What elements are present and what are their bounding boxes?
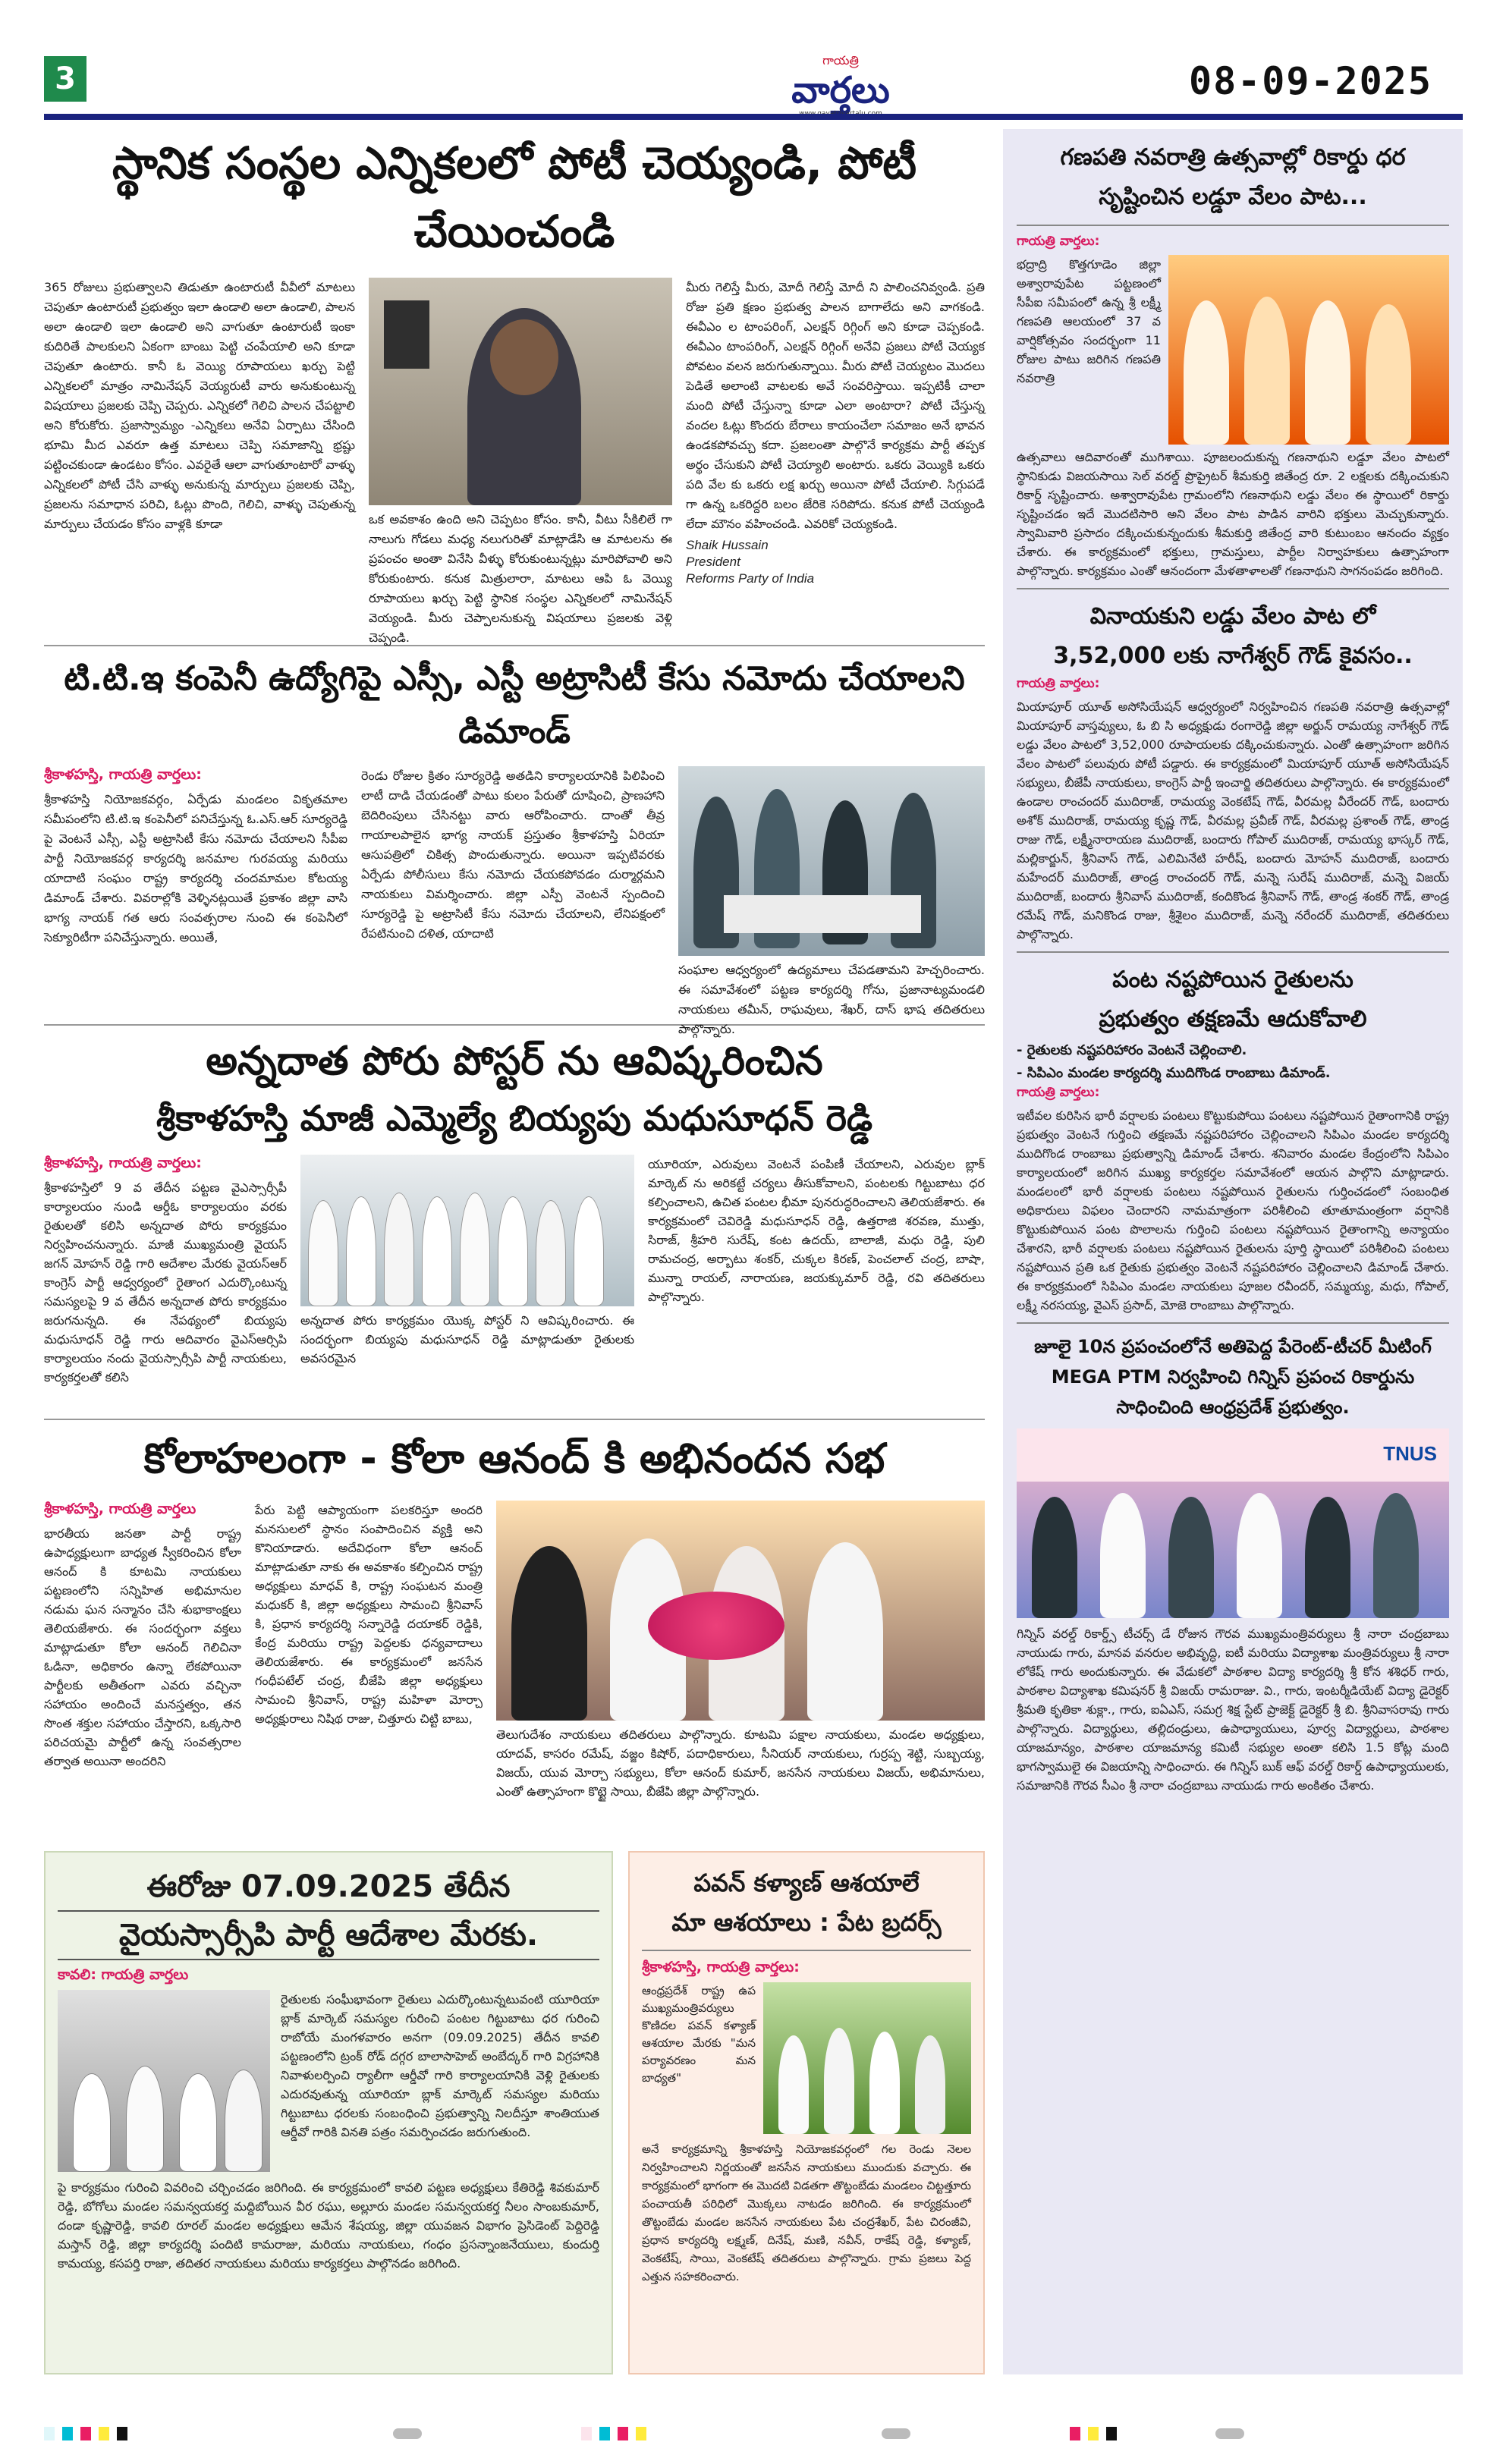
box-subheadline: వైయస్సార్సీపి పార్టీ ఆదేశాల మేరకు. <box>58 1910 599 1960</box>
story-byline: శ్రీకాళహస్తి, గాయత్రి వార్తలు: <box>44 1155 202 1171</box>
registration-pill <box>1215 2428 1244 2439</box>
publication-date: 08-09-2025 <box>1188 59 1432 103</box>
person-figure-icon <box>1184 300 1229 445</box>
side-headline: గణపతి నవరాత్రి ఉత్సవాల్లో రికార్డు ధర సృష్టించిన లడ్డూ వేలం పాట... <box>1060 144 1406 210</box>
story-byline: గాయత్రి వార్తలు: <box>1017 676 1100 691</box>
person-figure-icon <box>1237 1493 1282 1618</box>
guinness-record-photo <box>1017 1428 1449 1618</box>
registration-pill <box>882 2428 910 2439</box>
side-subheadline: 3,52,000 లకు నాగేశ్వర్ గౌడ్ కైవసం.. <box>1053 643 1413 669</box>
flower-garland <box>648 1592 784 1660</box>
side-headline: పంట నష్టపోయిన రైతులను <box>1112 966 1354 993</box>
page-number: 3 <box>44 56 86 102</box>
story-text: అనే కార్యక్రమాన్ని శ్రీకాళహస్తి నియోజకవర్గంలో గల రెండు నెలల నిర్వహించాలని నిర్ణయంతో జనసేన నాయకులు ముందుకు వచ్చారు. ఈ కార్యక్రమంలో భాగంగా ఈ మొదటి విడతగా తొట్టంబేడు మండలం చిట్టత్తూరు పంచాయతీ పరిధిలో మొక్కలు నాటడం జరిగింది. ఈ కార్యక్రమంలో తొట్టంబేడు మండల జనసేన నాయకులు పేట చంద్రశేఖర్, పేట చిరంజీవి, ప్రధాన కార్యదర్శి లక్ష్మణ్, దినేష్, మణి, నవీన్, రాకేష్ రెడ్డి, కళ్యాణ్, వెంకటేష్, సాయి, వెంకటేష్ తదితరులు పాల్గొన్నారు. గ్రామ ప్రజలు పెద్ద ఎత్తున సహకరించారు. <box>642 2142 971 2283</box>
person-figure-icon <box>1032 1497 1077 1618</box>
person-figure-icon <box>346 1196 376 1306</box>
side-story-ganapati-laddu <box>1017 138 1449 580</box>
hospital-photo <box>678 766 985 956</box>
masthead-rule <box>44 114 1463 120</box>
color-swatch <box>1088 2427 1099 2440</box>
author-signature <box>686 537 985 587</box>
color-swatch <box>62 2427 73 2440</box>
person-figure-icon <box>778 2035 809 2134</box>
author-photo <box>369 278 672 505</box>
person-figure-icon <box>308 1200 338 1306</box>
story-kavali-rally <box>44 1851 613 2374</box>
story-column <box>255 1501 483 1801</box>
divider <box>1017 588 1449 589</box>
story-caption-text: తెలుగుదేశం నాయకులు తదితరులు పాల్గొన్నారు. కూటమి పక్షాల నాయకులు, మండల అధ్యక్షులు, యాదవ్, కాసరం రమేష్, వజ్జం కిషోర్, పదాధికారులు, సీనియర్ నాయకులు, గుర్రప్ప శెట్టి, సుబ్బయ్య, విజయ్, యువ మోర్చా సభ్యులు, కోలా ఆనంద్ కుమార్, జనసేన నాయకులు విజయ్, అభిమానులు, ఎంతో ఉత్సాహంగా కొట్టై సాయి, బీజేపి జిల్లా పాల్గొన్నారు. <box>496 1727 985 1799</box>
box-subheadline: మా ఆశయాలు : పేట బ్రదర్స్ <box>671 1908 942 1937</box>
story-photo-block <box>369 278 672 710</box>
divider <box>642 1950 971 1951</box>
person-figure-icon <box>536 1200 566 1306</box>
box-headline: ఈరోజు 07.09.2025 తేదీన <box>146 1869 511 1904</box>
bullet-point: - రైతులకు నష్టపరిహారం వెంటనే చెల్లించాలి. <box>1017 1042 1247 1058</box>
box-headline: పవన్ కళ్యాణ్ ఆశయాలే <box>693 1868 920 1897</box>
person-figure-icon <box>1305 1497 1350 1618</box>
person-figure-icon <box>1366 304 1411 445</box>
person-figure-icon <box>498 1196 528 1306</box>
person-figure-icon <box>179 2073 217 2172</box>
person-figure-icon <box>1244 297 1290 445</box>
person-figure-icon <box>869 2032 900 2134</box>
story-text: గిన్నిస్ వరల్డ్ రికార్డ్స్ టీచర్స్ డే రోజున గౌరవ ముఖ్యమంత్రివర్యులు శ్రీ నారా చంద్రబాబు నాయుడు గారు, మానవ వనరుల అభివృద్ధి, ఐటీ మరియు విద్యాశాఖ మంత్రివర్యులు శ్రీ నారా లోకేష్ గారు అందుకున్నారు. ఈ వేడుకలో పాఠశాల విద్యా కార్యదర్శి శ్రీ కోన శశిధర్ గారు, పాఠశాల విద్యాశాఖ కమిషనర్ శ్రీ విజయ్ రామరాజు. వి., గారు, ఇంటర్మీడియేట్ విద్యా డైరెక్టర్ శ్రీమతి కృతికా శుక్లా., గారు, ఐఏఎస్, సమగ్ర శిక్ష స్టేట్ ప్రాజెక్ట్ డైరెక్టర్ శ్రీ బి. శ్రీనివాసరావు గారు పాల్గొన్నారు. విద్యార్థులు, తల్లిదండ్రులు, ఉపాధ్యాయులు, పూర్వ విద్యార్థులు, పాఠశాల యాజమాన్యం, పాఠశాల యాజమాన్య కమిటీ సభ్యుల అంతా కలిసి 1.5 కోట్ల మంది భాగస్వాములై ఈ విజయాన్ని సాధించారు. ఈ గిన్నిస్ బుక్ ఆఫ్ వరల్డ్ రికార్డ్ ఉపాధ్యాయులకు, సమాజానికి గౌరవ సీఎం శ్రీ నారా చంద్రబాబు నాయుడు గారు అంకితం చేశారు. <box>1017 1626 1449 1793</box>
meeting-photo <box>58 1990 270 2172</box>
color-swatch <box>1106 2427 1117 2440</box>
story-column <box>44 278 355 710</box>
person-figure-icon <box>807 1542 883 1721</box>
story-text: రైతులకు సంఘీభావంగా రైతులు ఎదుర్కొంటున్నటువంటి యూరియా బ్లాక్ మార్కెట్ సమస్యల గురించి పంటల గిట్టుబాటు ధర గురించి రాబోయే మంగళవారం అనగా (09.09.2025) తేదీన కావలి పట్టణంలోని ట్రంక్ రోడ్ దగ్గర బాలాసాహెబ్ అంబేద్కర్ గారి విగ్రహానికి నివాళులర్పించి ర్యాలీగా ఆర్డీవో గారి కార్యాలయానికి వెళ్లి రైతులకు ఎదురవుతున్న యూరియా బ్లాక్ మార్కెట్ సమస్యల మరియు గిట్టుబాటు ధరలకు సంబంధించి ప్రభుత్వాన్ని నిలదీస్తూ శాంతియుత ఆర్డీవో గారికి వినతి పత్రం సమర్పించడం జరుగుతుంది. <box>281 1992 599 2139</box>
side-headline: వినాయకుని లడ్డు వేలం పాట లో <box>1089 603 1376 630</box>
print-registration-bar <box>44 2425 1463 2443</box>
story-headline: కోలాహలంగా - కోలా ఆనంద్ కి అభినందన సభ <box>143 1435 885 1482</box>
laddu-auction-photo <box>1168 255 1449 445</box>
story-photo-block <box>300 1155 634 1390</box>
story-headline: టి.టి.ఇ కంపెనీ ఉద్యోగిపై ఎస్సీ, ఎస్టీ అట్రాసిటీ కేసు నమోదు చేయాలని డిమాండ్ <box>64 659 965 751</box>
story-byline: శ్రీకాళహస్తి, గాయత్రి వార్తలు: <box>642 1959 800 1975</box>
person-figure-icon <box>460 1193 490 1306</box>
story-byline: గాయత్రి వార్తలు: <box>1017 1085 1100 1100</box>
person-figure-icon <box>1305 300 1350 445</box>
story-text: భద్రాద్రి కొత్తగూడెం జిల్లా అశ్వారావుపేట పట్టణంలో సీపీఐ సమీపంలో ఉన్న శ్రీ లక్ష్మీ గణపతి ఆలయంలో 37 వ వార్షికోత్సవం సందర్భంగా 11 రోజుల పాటు జరిగిన గణపతి నవరాత్రి <box>1017 257 1161 385</box>
author-title: President <box>686 555 740 569</box>
divider <box>1017 951 1449 953</box>
story-local-elections <box>44 129 985 645</box>
side-headline: జూలై 10న ప్రపంచంలోనే అతిపెద్ద పేరెంట్-టీచర్ మీటింగ్ MEGA PTM నిర్వహించి గిన్నిస్ ప్రపంచ రికార్డును సాధించింది ఆంధ్రప్రదేశ్ ప్రభుత్వం. <box>1034 1336 1432 1418</box>
story-text: భారతీయ జనతా పార్టీ రాష్ట్ర ఉపాధ్యక్షులుగా బాధ్యత స్వీకరించిన కోలా ఆనంద్ కి కూటమి నాయకులు పట్టణంలోని సన్నిహిత అభిమానుల నడుమ ఘన సన్మానం చేసి శుభాకాంక్షలు తెలియజేశారు. ఈ సందర్భంగా వక్తలు మాట్లాడుతూ కోలా ఆనంద్ గెలిచినా ఓడినా, అధికారం ఉన్నా లేకపోయినా పార్టీలకు అతీతంగా ఎవరు వచ్చినా సహాయం అందించే మనస్తత్వం, తన సొంత శక్తుల సహాయం చేస్తారని, ఒక్కసారి పరిచయమై పార్టీలో ఉన్న సంవత్సరాల తర్వాత అయినా అందరిని <box>44 1526 241 1768</box>
story-byline: కావలి: గాయత్రి వార్తలు <box>58 1966 189 1983</box>
color-swatch <box>581 2427 592 2440</box>
story-tte-atrocity <box>44 645 985 1036</box>
newspaper-logo <box>757 53 924 112</box>
right-sidebar <box>1003 129 1463 2374</box>
story-column <box>44 766 347 1039</box>
bullet-point: - సిపిఎం మండల కార్యదర్శి ముదిగొండ రాంబాబు డిమాండ్. <box>1017 1065 1331 1081</box>
person-figure-icon <box>422 1196 452 1306</box>
main-column <box>44 129 985 1843</box>
story-text: శ్రీకాళహస్తి నియోజకవర్గం, ఏర్పేడు మండలం వికృతమాల సమీపంలోని టి.టి.ఇ కంపెనీలో పనిచేస్తున్న ఓ.ఎస్.ఆర్ సూర్యరెడ్డి పై వెంటనే ఎస్సీ, ఎస్టీ అట్రాసిటీ కేసు నమోదు చేయాలని సీపీఐ పార్టీ నియోజకవర్గ కార్యదర్శి జనమాల గురవయ్య మరియు యాదాటి సంఘం రాష్ట్ర కార్యదర్శి చందమామల కోటయ్య డిమాండ్ చేశారు. వివరాల్లోకి వెళ్ళినట్లయితే ప్రకాశం జిల్లా వాసి భాగ్య నాయక్ గత ఆరు సంవత్సరాల నుంచి ఈ కంపెనీలో సెక్యూరిటీగా పనిచేస్తున్నారు. అయితే, <box>44 792 347 944</box>
story-text: మీరు గెలిస్తే మీరు, మోదీ గెలిస్తే మోదీ ని పాలించనివ్వండి. ప్రతి రోజు ప్రతి క్షణం ప్రభుత్వ పాలన బాగాలేదు అని వాగకండి. ఈవీఎం ల టాంపరింగ్, ఎలక్షన్ రిగ్గింగ్ అని కూడా చెప్పకండి. ఈవీఎం టాంపరింగ్, ఎలక్షన్ రిగ్గింగ్ అనేవి ప్రజలు పోటీ చెయ్యక పోవటం వలన జరుగుతున్నాయి. మీరు పోటీ చెయ్యటం మొదలు పెడితే అలాంటి వాటలకు అవే సంవరిస్తాయి. ఇప్పటికీ చాలా మంది పోటీ చేస్తున్నా కూడా ఎలా అంటారా? పోటీ చేస్తున్న వందల ఓట్లు కొందరు బేరాలు కాయంచేలా సమాజం అనే భావన ఉండకపోవచ్చు కదా. ప్రజలంతా పాల్గొనే కార్యక్రమ పార్టీ తప్పక అర్థం చేసుకుని పోటీ చెయ్యాలి అంటారు. ఒకరు వెయ్యికి ఒకరు పది వేల కు ఒకరు లక్ష ఖర్చు అయినా పోటీ చేయాలి. సిగ్గుపడే గా ఉన్న ఒకరిద్దరి బలం జేరికె సరిపోదు. కనుక పోటీ చెయ్యండి లేదా మౌనం వహించండి. ఎవరికో చెయ్యకండి. <box>686 280 985 531</box>
color-swatch <box>636 2427 646 2440</box>
story-subheadline: శ్రీకాళహస్తి మాజీ ఎమ్మెల్యే బియ్యపు మధుసూధన్ రెడ్డి <box>156 1098 872 1139</box>
color-swatch <box>117 2427 127 2440</box>
person-figure-icon <box>225 2070 263 2172</box>
person-figure-icon <box>915 2035 945 2134</box>
story-column <box>648 1155 985 1390</box>
story-photo-block <box>678 766 985 1039</box>
story-column <box>44 1155 287 1390</box>
person-figure-icon <box>1168 1497 1214 1618</box>
story-byline: శ్రీకాళహస్తి, గాయత్రి వార్తలు: <box>44 766 202 783</box>
story-text: పై కార్యక్రమం గురించి వివరించి చర్చించడం జరిగింది. ఈ కార్యక్రమంలో కావలి పట్టణ అధ్యక్షులు కేతిరెడ్డి శివకుమార్ రెడ్డి, బోగోలు మండల సమన్వయకర్త మద్దిబోయిన వీర రఘు, అల్లూరు మండల సమన్వయకర్త నీలం సాంబకుమార్, దండా కృష్ణారెడ్డి, కావలి రూరల్ మండల అధ్యక్షులు ఆమేన శేషయ్య, జిల్లా యువజన విభాగం ప్రెసిడెంట్ పెద్దిరెడ్డి మస్తాన్ రెడ్డి, జిల్లా కార్యదర్శి పందిటి కామరాజు, మరియు నాయకులు, గంధం ప్రసన్నాంజనేయులు, కుందుర్తి కామయ్య, కసపర్తి రాజా, తదితర నాయకులు మరియు కార్యకర్తలు పాల్గొనడం జరిగింది. <box>58 2180 599 2271</box>
story-text: ఇటీవల కురిసిన భారీ వర్షాలకు పంటలు కొట్టుకుపోయి పంటలు నష్టపోయిన రైతాంగానికి రాష్ట్ర ప్రభుత్వం వెంటనే గుర్తించి తక్షణమే నష్టపరిహారం చెల్లించాలని సిపిఎం మండల కార్యదర్శి ముదిగొండ రాంబాబు ప్రభుత్వాన్ని డిమాండ్ చేశారు. శనివారం మండల కేంద్రంలోని సిపిఎం కార్యాలయంలో జరిగిన ముఖ్య కార్యకర్తల సమావేశంలో ఆయన పాల్గొని మాట్లాడారు. మండలంలో భారీ వర్షాలకు పంటలు నష్టపోయిన రైతులను గుర్తించడంలో సంబంధిత అధికారులు విఫలం చెందారని నామమాత్రంగా పరిశీలించి తూతూమంత్రంగా వర్షానికి కొట్టుకుపోయిన పంట పొలాలను గుర్తించి పంటలు నష్టపోయిన రైతాంగాన్ని అన్యాయం చేశారని, భారీ వర్షాలకు పంటలు నష్టపోయిన రైతులను పూర్తి స్థాయిలో పరిశీలించి పంటలు నష్టపోయిన ప్రతి ఒక రైతుకు ప్రభుత్వం వెంటనే నష్టపరిహారం చెల్లించాలని డిమాండ్ చేశారు. ఈ కార్యక్రమంలో సిపిఎం మండల నాయకులు పూజల రవీందర్, సమ్మయ్య, మధు, గోపాల్, లక్ష్మీ నరసయ్య, వైఎస్ ప్రసాద్, మోజె రాంబాబు పాల్గొన్నారు. <box>1017 1108 1449 1312</box>
author-name: Shaik Hussain <box>686 538 769 552</box>
logo-small-text: గాయత్రి <box>822 53 859 68</box>
story-column <box>686 278 985 710</box>
registration-pill <box>393 2428 422 2439</box>
story-text: యూరియా, ఎరువులు వెంటనే పంపిణీ చేయాలని, ఎరువుల బ్లాక్ మార్కెట్ ను అరికట్టే చర్యలు తీసుకోవాలని, పంటలకు గిట్టుబాటు ధర కల్పించాలని, ఉచిత పంటల భీమా పునరుద్ధరించాలని తెలియజేశారు. ఈ కార్యక్రమంలో చెవిరెడ్డి మధుసూధన్ రెడ్డి, ఉత్తరాజి శరవణ, ముత్తు, సిరాజ్, శ్రీహరి సురేష్, కంట ఉదయ్, బాలాజీ, మధు రెడ్డి, పులి రామచంద్ర, అర్బాటు శంకర్, చుక్కల కిరణ్, పెంచలాల్ చంద్ర, బాషా, మున్నా రాయల్, నారాయణ, జయక్కుమార్ రెడ్డి, రవి తదితరులు పాల్గొన్నారు. <box>648 1157 985 1304</box>
color-swatch <box>1070 2427 1080 2440</box>
story-kola-anand <box>44 1419 985 1843</box>
story-peta-brothers <box>628 1851 985 2374</box>
group-poster-photo <box>300 1155 634 1306</box>
side-story-mega-ptm <box>1017 1331 1449 1795</box>
story-text: ఉత్సవాలు ఆదివారంతో ముగిశాయి. పూజలందుకున్న గణనాథుని లడ్డూ వేలం పాటలో స్థానికుడు విజయసాయి సెల్ వరల్డ్ ప్రొప్రైటర్ శీమకుర్తి జితేంద్ర రూ. 2 లక్షలకు దక్కించుకుని రికార్డ్ సృష్టించారు. అశ్వారావుపేట గ్రామంలోని గణనాథుని లడ్డు వేలం ఈ స్థాయిలో రికార్డు సృష్టించడం ఇదే మొదటిసారి అని వేలం పాట పాడిన వారిని భక్తులు మెచ్చుకున్నారు. స్వామివారి ప్రసాదం దక్కించుకున్నందుకు శీమకుర్తి జితేంద్ర వారి కుటుంబం ఆనందం వ్యక్తం చేశారు. ఈ కార్యక్రమంలో భక్తులు, గ్రామస్తులు, పార్టీల నిర్వాహకులు ఉత్సాహంగా పాల్గొన్నారు. కార్యక్రమం ఎంతో ఆనందంగా మేళతాళాలతో గణనాథుని సాగనంపడం జరిగింది. <box>1017 450 1449 578</box>
story-caption-text: ఒక అవకాశం ఉంది అని చెప్పటం కోసం. కానీ, వీటు సీకిలిలే గా నాలుగు గోడలు మధ్య నలుగురితో మాట్లాడేసి ఆ మాటలను ఈ ప్రపంచం అంతా వినేసి వీళ్ళు కోరుకుంటున్నట్లు మారిపోవాలి అని కోరుకుంటారు. కనుక మిత్రులారా, మాటలు ఆపి ఓ వెయ్యి రూపాయలు ఖర్చు పెట్టి స్థానిక సంస్థల ఎన్నికలలో నామినేషన్ వెయ్యండి. మీరు చెప్పాలనుకున్న విషయాలు ప్రజలకు వెళ్లి చెప్పండి. <box>369 512 672 645</box>
story-column <box>44 1501 241 1801</box>
person-figure-icon <box>73 2073 111 2172</box>
masthead <box>44 53 1463 114</box>
story-byline: శ్రీకాళహస్తి, గాయత్రి వార్తలు <box>44 1501 197 1517</box>
divider <box>1017 225 1449 226</box>
story-text: శ్రీకాళహస్తిలో 9 వ తేదీన పట్టణ వైఎస్సార్సీపీ కార్యాలయం నుండి ఆర్డీఓ కార్యాలయం వరకు రైతులతో కలిసి అన్నదాత పోరు కార్యక్రమం నిర్వహించనున్నారు. మాజీ ముఖ్యమంత్రి వైయస్ జగన్ మోహన్ రెడ్డి గారి ఆదేశాల మేరకు వైయస్ఆర్ కాంగ్రెస్ పార్టీ ఆధ్వర్యంలో రైతాంగ ఎదుర్కొంటున్న సమస్యలపై 9 వ తేదీన అన్నదాత పోరు కార్యక్రమం జరుగనున్నది. ఈ నేపథ్యంలో బియ్యపు మధుసూధన్ రెడ్డి గారు ఆదివారం వైఎస్ఆర్సిపి కార్యాలయం నందు వైయస్సార్సీపి పార్టీ నాయకులు, కార్యకర్తలతో కలిసి <box>44 1180 287 1384</box>
person-figure-icon <box>384 1193 414 1306</box>
hospital-bed <box>724 895 921 933</box>
story-caption-text: అన్నదాత పోరు కార్యక్రమం యొక్క పోస్టర్ ని ఆవిష్కరించారు. ఈ సందర్భంగా బియ్యపు మధుసూధన్ రెడ్డి మాట్లాడుతూ రైతులకు అవసరమైన <box>300 1313 634 1366</box>
side-subheadline: ప్రభుత్వం తక్షణమే ఆదుకోవాలి <box>1099 1006 1367 1032</box>
story-text: రెండు రోజుల క్రితం సూర్యరెడ్డి అతడిని కార్యాలయానికి పిలిపించి లాటీ దాడి చేయడంతో పాటు కులం పేరుతో దూషించి, ప్రాణహాని బెదిరింపులు చేసినట్టు వారు ఆరోపించారు. దాంతో తీవ్ర గాయాలపాలైన భాగ్య నాయక్ ప్రస్తుతం శ్రీకాళహస్తి ఏరియా ఆసుపత్రిలో చికిత్స పొందుతున్నారు. అయినా ఇప్పటివరకు ఏర్పేడు పోలీసులు కేసు నమోదు చేయకపోవడం దుర్మార్గమని నాయకులు విమర్శించారు. జిల్లా ఎస్పీ వెంటనే స్పందించి సూర్యరెడ్డి పై అట్రాసిటీ కేసు నమోదు చేయాలని, లేనిపక్షంలో రేపటినుంచి దళిత, యాదాటి <box>361 768 665 941</box>
person-figure-icon <box>574 1196 604 1306</box>
side-story-farmers-compensation <box>1017 960 1449 1315</box>
author-org: Reforms Party of India <box>686 571 815 586</box>
face-icon <box>490 319 558 395</box>
story-headline: అన్నదాత పోరు పోస్టర్ ను ఆవిష్కరించిన <box>206 1039 823 1084</box>
story-photo-block <box>496 1501 985 1801</box>
felicitation-photo <box>496 1501 985 1721</box>
story-headline: స్థానిక సంస్థల ఎన్నికలలో పోటీ చెయ్యండి, పోటీ చేయించండి <box>112 137 917 257</box>
color-swatch <box>44 2427 55 2440</box>
door-number-sign <box>384 300 429 369</box>
banner-label: TNUS <box>1383 1442 1437 1465</box>
logo-main-text: వార్తలు <box>791 69 890 112</box>
color-swatch <box>80 2427 91 2440</box>
person-figure-icon <box>1100 1493 1146 1618</box>
story-annadata-poru <box>44 1024 985 1419</box>
person-figure-icon <box>1373 1493 1419 1618</box>
person-figure-icon <box>126 2066 164 2172</box>
story-text: మియాపూర్ యూత్ అసోసియేషన్ ఆధ్వర్యంలో నిర్వహించిన గణపతి నవరాత్రి ఉత్సవాల్లో మియాపూర్ వాస్తవ్యులు, ఓ బి సి అధ్యక్షుడు రంగారెడ్డి జిల్లా అర్జున్ రామయ్య నాగేశ్వర్ గౌడ్ లడ్డు వేలం పాటలో 3,52,000 రూపాయలకు దక్కించుకున్నారు. ఎంతో ఉత్సాహంగా జరిగిన వేలం పాటలో పలువురు పోటీ పడ్డారు. ఈ కార్యక్రమంలో మియాపూర్ యూత్ అసోసియేషన్ సభ్యులు, బీజేపీ నాయకులు, కాంగ్రెస్ పార్టీ ఇంచార్జి తదితరులు పాల్గొన్నారు. ఈ కార్యక్రమంలో ఉండాల రాంచందర్ ముదిరాజ్, రామయ్య వెంకటేష్ గౌడ్, వీరమల్ల వీరేందర్ గౌడ్, బందారు అశోక్ ముదిరాజ్, రామయ్య కృష్ణ గౌడ్, వీరమల్ల ప్రవీణ్ గౌడ్, వీరమల్ల ప్రశాంత్ గౌడ్, తాండ్ర రాజు గౌడ్, లక్ష్మీనారాయణ ముదిరాజ్, బందారు గోపాల్ ముదిరాజ్, రామయ్య భాస్కర్ గౌడ్, మల్లికార్జున్, శ్రీనివాస్ గౌడ్, ఎలిమినేటి హరీష్, బందారు మోహన్ ముదిరాజ్, బందారు మహేందర్ ముదిరాజ్, తాండ్ర రాంచందర్ గౌడ్, మన్నె సురేష్ ముదిరాజ్, మన్నె విజయ్ ముదిరాజ్, బందారు శ్రీనివాస్ ముదిరాజ్, కందికొండ శ్రీనివాస్ గౌడ్, తాండ్ర శంకర్ గౌడ్, తాండ్ర రమేష్ గౌడ్, మనికొండ రాజు, శ్రీశైలం ముదిరాజ్, మన్నె నరేందర్ ముదిరాజ్, తదితరులు పాల్గొన్నారు. <box>1017 699 1449 941</box>
side-story-nageshwar-goud <box>1017 597 1449 944</box>
story-column <box>361 766 665 1039</box>
color-swatch <box>599 2427 610 2440</box>
story-text: ఆంధ్రప్రదేశ్ రాష్ట్ర ఉప ముఖ్యమంత్రివర్యులు కొణిదల పవన్ కళ్యాణ్ ఆశయాల మేరకు "మన పర్యావరణం మన బాధ్యత" <box>642 1984 756 2085</box>
story-byline: గాయత్రి వార్తలు: <box>1017 234 1100 249</box>
story-caption-text: సంఘాల ఆధ్వర్యంలో ఉద్యమాలు చేపడతామని హెచ్చరించారు. ఈ సమావేశంలో పట్టణ కార్యదర్శి గోను, ప్రజానాట్యమండలి నాయకులు తమీన్, రాఘవులు, శేఖర్, దాస్ భాష తదితరులు పాల్గొన్నారు. <box>678 963 985 1036</box>
color-swatch <box>99 2427 109 2440</box>
story-text: 365 రోజులు ప్రభుత్వాలని తిడుతూ ఉంటారుటీ వీవీలో మాటలు చెపుతూ ఉంటారుటీ ప్రభుత్వం ఇలా ఉండాలి అలా ఉండాలి, పాలన అలా ఉండాలి ఇలా ఉండాలి అని వాగుతూ ఉంటారుటీ ఇంకా కుదిరితే పాలకులని ఏకంగా బాంబు పెట్టి చంపేయాలి అని కూడా చెపుతూ ఉంటారు. కానీ ఓ వెయ్యి రూపాయలు ఖర్చు పెట్టి ఎన్నికలలో మాత్రం నామినేషన్ వెయ్యరుటీ వారు అనుకుంటున్న విషయాలు ప్రజలకు చెప్పి చెప్పరు. ఎన్నికలో గెలిచి పాలన చేపట్టాలి అని కోరుకోరు. ప్రజాస్వామ్యం -ఎన్నికలు అనేవి ఏర్పాటు చేసింది భూమి మీద ఎవరూ ఉత్త మాటలు చెప్పి సమాజాన్ని భ్రష్టు పట్టించకుండా ఉండటం కోసం. ఎవరైతే ఆలా వాగుతూంటారో వాళ్ళు ఎన్నికలలో పోటీ చేసి వాళ్ళు అనుకున్న మార్పులు ప్రజలకు చెప్పి, ప్రజలను సమాధాన పరిచి, ఓట్లు పొంది, గెలిచి, వాళ్ళు చెపుతున్న మార్పులు చేయడం కోసం వాళ్లకి కూడా <box>44 280 355 531</box>
person-figure-icon <box>824 2028 854 2134</box>
color-swatch <box>618 2427 628 2440</box>
divider <box>1017 1322 1449 1324</box>
tree-planting-photo <box>763 1982 971 2134</box>
person-figure-icon <box>511 1546 587 1721</box>
story-text: పేరు పెట్టి ఆప్యాయంగా పలకరిస్తూ అందరి మనసులలో స్థానం సంపాదించిన వ్యక్తి అని కొనియాడారు. అదేవిధంగా కోలా ఆనంద్ మాట్లాడుతూ నాకు ఈ అవకాశం కల్పించిన రాష్ట్ర అధ్యక్షులు మాధవ్ కి, రాష్ట్ర సంఘటన మంత్రి మధుకర్ కి, జిల్లా అధ్యక్షులు సామంచి శ్రీనివాస్ కి, ప్రధాన కార్యదర్శి సన్నారెడ్డి దయాకర్ రెడ్డికి, కేంద్ర మరియు రాష్ట్ర పెద్దలకు ధన్యవాదాలు తెలియజేశారు. ఈ కార్యక్రమంలో జనసేన గంధీపటేల్ చంద్ర, బీజేపి జిల్లా అధ్యక్షులు సామంచి శ్రీనివాస్, రాష్ట్ర మహిళా మోర్చా అధ్యక్షురాలు నిషిథ రాజు, చిత్తూరు చిట్టి బాబు, <box>255 1503 483 1726</box>
